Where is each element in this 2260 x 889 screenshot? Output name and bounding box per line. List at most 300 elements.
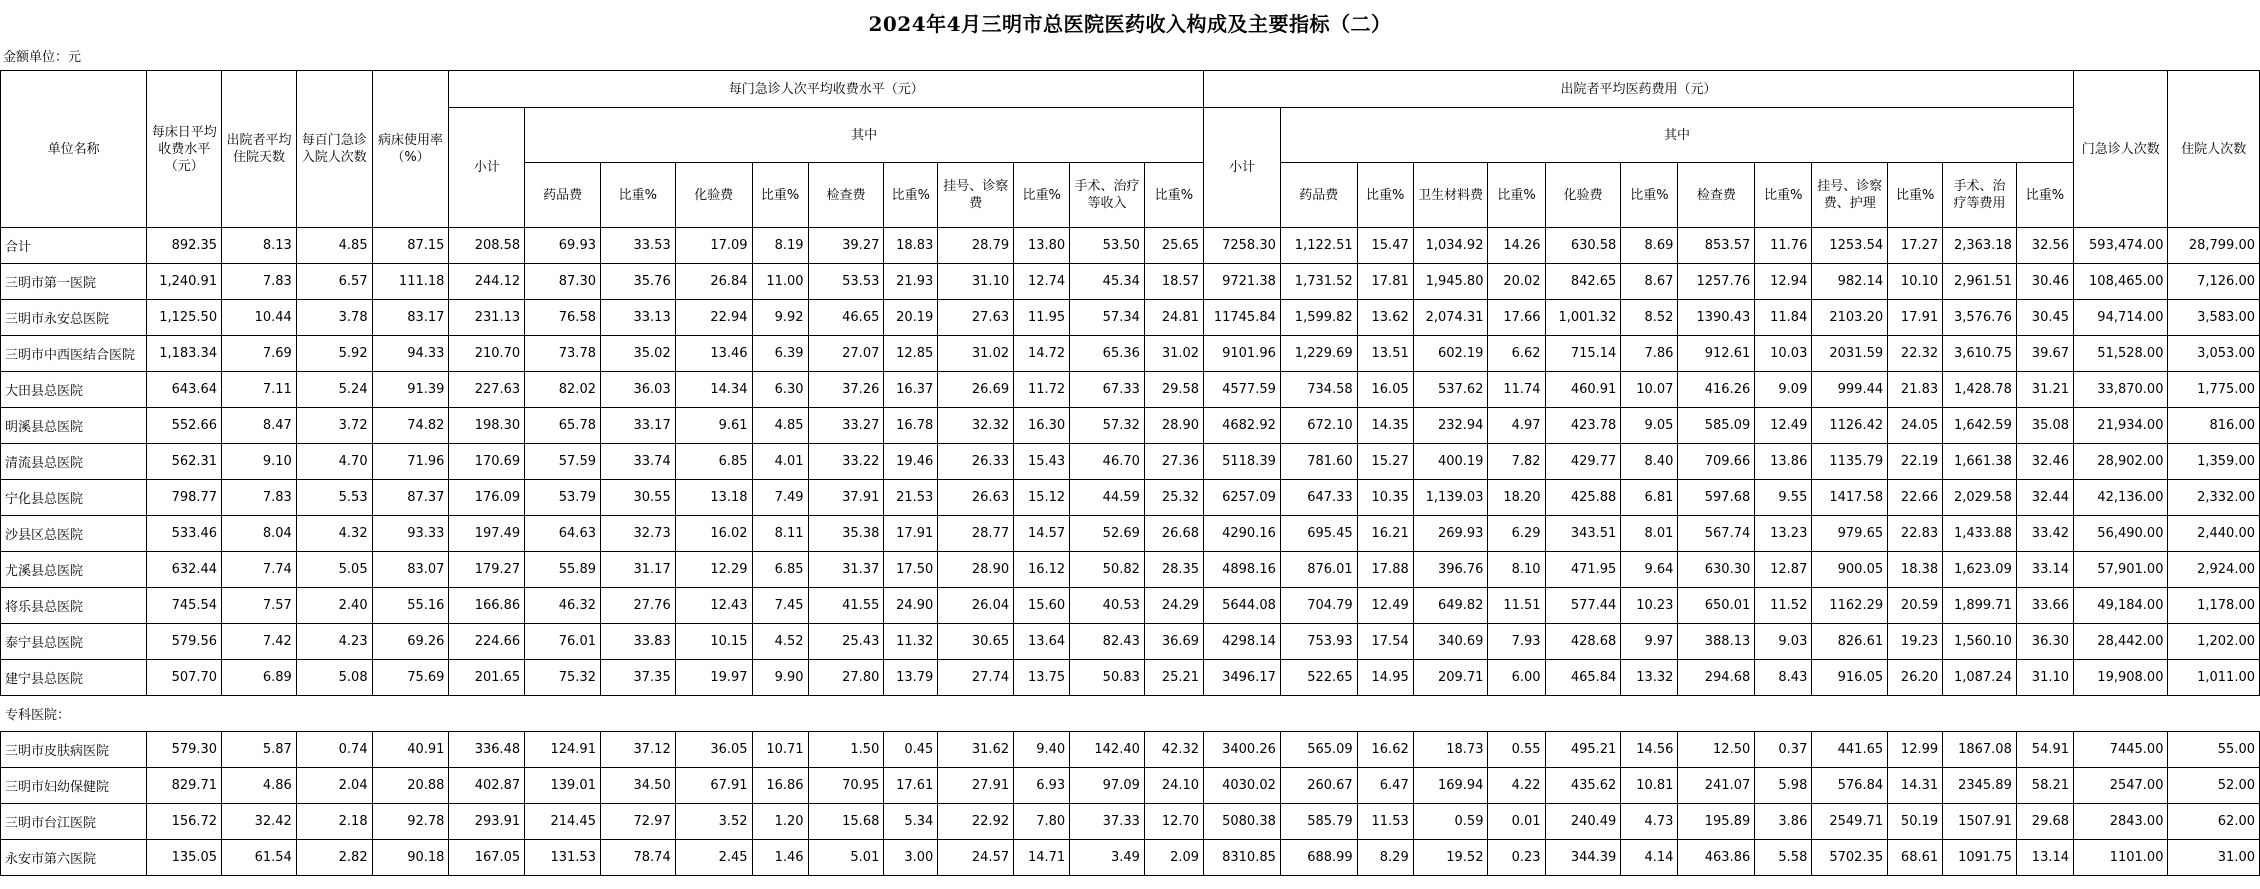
unit-name-cell: 三明市中西医结合医院 xyxy=(1,336,147,372)
value-cell: 388.13 xyxy=(1678,624,1755,660)
table-row xyxy=(1,804,2260,840)
value-cell: 50.19 xyxy=(1888,804,1943,840)
value-cell: 842.65 xyxy=(1545,264,1621,300)
op-drug-header: 药品费 xyxy=(525,163,601,228)
value-cell: 15.47 xyxy=(1357,228,1413,264)
table-row xyxy=(1,768,2260,804)
value-cell: 156.72 xyxy=(147,804,222,840)
value-cell: 57.34 xyxy=(1070,300,1145,336)
value-cell: 42,136.00 xyxy=(2074,480,2168,516)
value-cell: 17.91 xyxy=(884,516,938,552)
table-row xyxy=(1,588,2260,624)
value-cell: 650.01 xyxy=(1678,588,1755,624)
value-cell: 734.58 xyxy=(1280,372,1357,408)
value-cell: 12.49 xyxy=(1755,408,1812,444)
value-cell: 53.50 xyxy=(1070,228,1145,264)
value-cell: 8.11 xyxy=(752,516,808,552)
value-cell: 33.27 xyxy=(808,408,884,444)
value-cell: 8.01 xyxy=(1621,516,1678,552)
value-cell: 7.86 xyxy=(1621,336,1678,372)
value-cell: 17.27 xyxy=(1888,228,1943,264)
value-cell: 36.69 xyxy=(1144,624,1203,660)
value-cell: 76.01 xyxy=(525,624,601,660)
value-cell: 44.59 xyxy=(1070,480,1145,516)
value-cell: 16.62 xyxy=(1357,732,1413,768)
value-cell: 16.30 xyxy=(1014,408,1070,444)
value-cell: 4.52 xyxy=(752,624,808,660)
value-cell: 1257.76 xyxy=(1678,264,1755,300)
ip-surgery-header: 手术、治疗等费用 xyxy=(1943,163,2017,228)
value-cell: 7.83 xyxy=(222,480,297,516)
value-cell: 75.32 xyxy=(525,660,601,696)
ip-lab-ratio-header: 比重% xyxy=(1621,163,1678,228)
value-cell: 33.74 xyxy=(600,444,675,480)
value-cell: 31.10 xyxy=(938,264,1014,300)
value-cell: 9.97 xyxy=(1621,624,1678,660)
value-cell: 12.49 xyxy=(1357,588,1413,624)
value-cell: 5.58 xyxy=(1755,840,1812,876)
value-cell: 50.83 xyxy=(1070,660,1145,696)
value-cell: 19.52 xyxy=(1413,840,1488,876)
ip-surgery-ratio-header: 比重% xyxy=(2016,163,2073,228)
value-cell: 69.26 xyxy=(372,624,449,660)
value-cell: 21.93 xyxy=(884,264,938,300)
value-cell: 27.36 xyxy=(1144,444,1203,480)
value-cell: 78.74 xyxy=(600,840,675,876)
value-cell: 1,731.52 xyxy=(1280,264,1357,300)
value-cell: 10.10 xyxy=(1888,264,1943,300)
value-cell: 1,001.32 xyxy=(1545,300,1621,336)
value-cell: 4.85 xyxy=(296,228,372,264)
value-cell: 76.58 xyxy=(525,300,601,336)
value-cell: 28,799.00 xyxy=(2168,228,2260,264)
ip-reg-care-ratio-header: 比重% xyxy=(1888,163,1943,228)
value-cell: 26.68 xyxy=(1144,516,1203,552)
value-cell: 55.00 xyxy=(2168,732,2260,768)
value-cell: 567.74 xyxy=(1678,516,1755,552)
value-cell: 32.56 xyxy=(2016,228,2073,264)
value-cell: 17.50 xyxy=(884,552,938,588)
value-cell: 5.53 xyxy=(296,480,372,516)
table-row xyxy=(1,624,2260,660)
value-cell: 7445.00 xyxy=(2074,732,2168,768)
value-cell: 1,642.59 xyxy=(1943,408,2017,444)
value-cell: 28.90 xyxy=(1144,408,1203,444)
value-cell: 32.44 xyxy=(2016,480,2073,516)
value-cell: 57.59 xyxy=(525,444,601,480)
value-cell: 3.00 xyxy=(884,840,938,876)
value-cell: 10.44 xyxy=(222,300,297,336)
value-cell: 1101.00 xyxy=(2074,840,2168,876)
value-cell: 5702.35 xyxy=(1812,840,1888,876)
value-cell: 50.82 xyxy=(1070,552,1145,588)
value-cell: 75.69 xyxy=(372,660,449,696)
value-cell: 6257.09 xyxy=(1204,480,1281,516)
value-cell: 22.32 xyxy=(1888,336,1943,372)
value-cell: 6.39 xyxy=(752,336,808,372)
value-cell: 24.57 xyxy=(938,840,1014,876)
value-cell: 15.43 xyxy=(1014,444,1070,480)
op-exam-ratio-header: 比重% xyxy=(884,163,938,228)
col-ip-count: 住院人次数 xyxy=(2168,71,2260,228)
value-cell: 5.08 xyxy=(296,660,372,696)
value-cell: 11.32 xyxy=(884,624,938,660)
value-cell: 21,934.00 xyxy=(2074,408,2168,444)
value-cell: 9721.38 xyxy=(1204,264,1281,300)
value-cell: 585.79 xyxy=(1280,804,1357,840)
value-cell: 139.01 xyxy=(525,768,601,804)
value-cell: 26.20 xyxy=(1888,660,1943,696)
value-cell: 1,599.82 xyxy=(1280,300,1357,336)
op-exam-header: 检查费 xyxy=(808,163,884,228)
value-cell: 2843.00 xyxy=(2074,804,2168,840)
ip-exam-header: 检查费 xyxy=(1678,163,1755,228)
value-cell: 672.10 xyxy=(1280,408,1357,444)
value-cell: 4.32 xyxy=(296,516,372,552)
value-cell: 5.98 xyxy=(1755,768,1812,804)
value-cell: 2103.20 xyxy=(1812,300,1888,336)
value-cell: 11.74 xyxy=(1488,372,1545,408)
value-cell: 13.14 xyxy=(2016,840,2073,876)
value-cell: 7.42 xyxy=(222,624,297,660)
value-cell: 33.66 xyxy=(2016,588,2073,624)
value-cell: 18.20 xyxy=(1488,480,1545,516)
value-cell: 396.76 xyxy=(1413,552,1488,588)
col-unit-name: 单位名称 xyxy=(1,71,147,228)
value-cell: 16.78 xyxy=(884,408,938,444)
value-cell: 8.40 xyxy=(1621,444,1678,480)
value-cell: 15.68 xyxy=(808,804,884,840)
value-cell: 11.84 xyxy=(1755,300,1812,336)
value-cell: 900.05 xyxy=(1812,552,1888,588)
value-cell: 9.10 xyxy=(222,444,297,480)
value-cell: 6.85 xyxy=(752,552,808,588)
value-cell: 46.32 xyxy=(525,588,601,624)
value-cell: 17.66 xyxy=(1488,300,1545,336)
value-cell: 7.11 xyxy=(222,372,297,408)
value-cell: 441.65 xyxy=(1812,732,1888,768)
value-cell: 14.26 xyxy=(1488,228,1545,264)
value-cell: 198.30 xyxy=(449,408,525,444)
value-cell: 0.23 xyxy=(1488,840,1545,876)
unit-name-cell: 将乐县总医院 xyxy=(1,588,147,624)
value-cell: 41.55 xyxy=(808,588,884,624)
value-cell: 26.04 xyxy=(938,588,1014,624)
value-cell: 16.02 xyxy=(675,516,752,552)
value-cell: 781.60 xyxy=(1280,444,1357,480)
value-cell: 7.93 xyxy=(1488,624,1545,660)
value-cell: 56,490.00 xyxy=(2074,516,2168,552)
value-cell: 4.73 xyxy=(1621,804,1678,840)
value-cell: 425.88 xyxy=(1545,480,1621,516)
value-cell: 70.95 xyxy=(808,768,884,804)
value-cell: 829.71 xyxy=(147,768,222,804)
value-cell: 3,610.75 xyxy=(1943,336,2017,372)
value-cell: 3,583.00 xyxy=(2168,300,2260,336)
value-cell: 8.19 xyxy=(752,228,808,264)
value-cell: 2,961.51 xyxy=(1943,264,2017,300)
value-cell: 97.09 xyxy=(1070,768,1145,804)
value-cell: 35.08 xyxy=(2016,408,2073,444)
value-cell: 24.90 xyxy=(884,588,938,624)
value-cell: 31.37 xyxy=(808,552,884,588)
unit-name-cell: 沙县区总医院 xyxy=(1,516,147,552)
value-cell: 5.05 xyxy=(296,552,372,588)
value-cell: 343.51 xyxy=(1545,516,1621,552)
value-cell: 3.86 xyxy=(1755,804,1812,840)
value-cell: 4298.14 xyxy=(1204,624,1281,660)
unit-name-cell: 尤溪县总医院 xyxy=(1,552,147,588)
value-cell: 9101.96 xyxy=(1204,336,1281,372)
value-cell: 13.51 xyxy=(1357,336,1413,372)
value-cell: 17.09 xyxy=(675,228,752,264)
outpatient-group-header: 每门急诊人次平均收费水平（元） xyxy=(449,71,1204,108)
value-cell: 1253.54 xyxy=(1812,228,1888,264)
value-cell: 25.43 xyxy=(808,624,884,660)
value-cell: 1,240.91 xyxy=(147,264,222,300)
value-cell: 5118.39 xyxy=(1204,444,1281,480)
value-cell: 562.31 xyxy=(147,444,222,480)
value-cell: 13.80 xyxy=(1014,228,1070,264)
value-cell: 4577.59 xyxy=(1204,372,1281,408)
value-cell: 8310.85 xyxy=(1204,840,1281,876)
value-cell: 36.03 xyxy=(600,372,675,408)
value-cell: 6.62 xyxy=(1488,336,1545,372)
value-cell: 24.29 xyxy=(1144,588,1203,624)
col-bed-day-fee: 每床日平均收费水平（元） xyxy=(147,71,222,228)
value-cell: 1,087.24 xyxy=(1943,660,2017,696)
value-cell: 715.14 xyxy=(1545,336,1621,372)
value-cell: 5.92 xyxy=(296,336,372,372)
value-cell: 12.43 xyxy=(675,588,752,624)
value-cell: 7.80 xyxy=(1014,804,1070,840)
value-cell: 36.05 xyxy=(675,732,752,768)
value-cell: 1.20 xyxy=(752,804,808,840)
value-cell: 67.91 xyxy=(675,768,752,804)
value-cell: 1.46 xyxy=(752,840,808,876)
op-surgery-ratio-header: 比重% xyxy=(1144,163,1203,228)
value-cell: 1417.58 xyxy=(1812,480,1888,516)
value-cell: 13.23 xyxy=(1755,516,1812,552)
value-cell: 32.46 xyxy=(2016,444,2073,480)
value-cell: 2,924.00 xyxy=(2168,552,2260,588)
value-cell: 1,899.71 xyxy=(1943,588,2017,624)
value-cell: 11.51 xyxy=(1488,588,1545,624)
value-cell: 643.64 xyxy=(147,372,222,408)
value-cell: 9.64 xyxy=(1621,552,1678,588)
value-cell: 463.86 xyxy=(1678,840,1755,876)
value-cell: 632.44 xyxy=(147,552,222,588)
value-cell: 31.02 xyxy=(1144,336,1203,372)
op-subtotal-header: 小计 xyxy=(449,108,525,228)
value-cell: 49,184.00 xyxy=(2074,588,2168,624)
value-cell: 6.85 xyxy=(675,444,752,480)
value-cell: 1,229.69 xyxy=(1280,336,1357,372)
value-cell: 42.32 xyxy=(1144,732,1203,768)
value-cell: 20.02 xyxy=(1488,264,1545,300)
unit-name-cell: 三明市台江医院 xyxy=(1,804,147,840)
ip-material-header: 卫生材料费 xyxy=(1413,163,1488,228)
value-cell: 7.83 xyxy=(222,264,297,300)
value-cell: 14.34 xyxy=(675,372,752,408)
value-cell: 10.71 xyxy=(752,732,808,768)
value-cell: 8.10 xyxy=(1488,552,1545,588)
value-cell: 24.05 xyxy=(1888,408,1943,444)
value-cell: 7258.30 xyxy=(1204,228,1281,264)
value-cell: 9.05 xyxy=(1621,408,1678,444)
value-cell: 4.97 xyxy=(1488,408,1545,444)
value-cell: 912.61 xyxy=(1678,336,1755,372)
col-avg-stay: 出院者平均住院天数 xyxy=(222,71,297,228)
value-cell: 4290.16 xyxy=(1204,516,1281,552)
value-cell: 51,528.00 xyxy=(2074,336,2168,372)
value-cell: 92.78 xyxy=(372,804,449,840)
value-cell: 35.76 xyxy=(600,264,675,300)
value-cell: 2.45 xyxy=(675,840,752,876)
section-row xyxy=(1,696,2260,732)
value-cell: 12.99 xyxy=(1888,732,1943,768)
value-cell: 20.88 xyxy=(372,768,449,804)
value-cell: 579.30 xyxy=(147,732,222,768)
table-row xyxy=(1,408,2260,444)
value-cell: 630.30 xyxy=(1678,552,1755,588)
value-cell: 73.78 xyxy=(525,336,601,372)
value-cell: 522.65 xyxy=(1280,660,1357,696)
value-cell: 593,474.00 xyxy=(2074,228,2168,264)
value-cell: 428.68 xyxy=(1545,624,1621,660)
value-cell: 14.56 xyxy=(1621,732,1678,768)
value-cell: 2345.89 xyxy=(1943,768,2017,804)
value-cell: 25.21 xyxy=(1144,660,1203,696)
value-cell: 5080.38 xyxy=(1204,804,1281,840)
value-cell: 94,714.00 xyxy=(2074,300,2168,336)
value-cell: 69.93 xyxy=(525,228,601,264)
value-cell: 8.47 xyxy=(222,408,297,444)
value-cell: 11745.84 xyxy=(1204,300,1281,336)
value-cell: 6.29 xyxy=(1488,516,1545,552)
value-cell: 32.42 xyxy=(222,804,297,840)
value-cell: 27.80 xyxy=(808,660,884,696)
unit-name-cell: 明溪县总医院 xyxy=(1,408,147,444)
value-cell: 64.63 xyxy=(525,516,601,552)
unit-name-cell: 建宁县总医院 xyxy=(1,660,147,696)
value-cell: 2547.00 xyxy=(2074,768,2168,804)
value-cell: 15.60 xyxy=(1014,588,1070,624)
value-cell: 93.33 xyxy=(372,516,449,552)
value-cell: 18.73 xyxy=(1413,732,1488,768)
value-cell: 465.84 xyxy=(1545,660,1621,696)
value-cell: 25.32 xyxy=(1144,480,1203,516)
value-cell: 293.91 xyxy=(449,804,525,840)
value-cell: 416.26 xyxy=(1678,372,1755,408)
value-cell: 9.03 xyxy=(1755,624,1812,660)
value-cell: 28,442.00 xyxy=(2074,624,2168,660)
value-cell: 231.13 xyxy=(449,300,525,336)
value-cell: 17.61 xyxy=(884,768,938,804)
value-cell: 0.01 xyxy=(1488,804,1545,840)
value-cell: 1,661.38 xyxy=(1943,444,2017,480)
value-cell: 13.64 xyxy=(1014,624,1070,660)
ip-drug-ratio-header: 比重% xyxy=(1357,163,1413,228)
table-row xyxy=(1,336,2260,372)
value-cell: 13.62 xyxy=(1357,300,1413,336)
value-cell: 33.83 xyxy=(600,624,675,660)
value-cell: 18.38 xyxy=(1888,552,1943,588)
value-cell: 74.82 xyxy=(372,408,449,444)
value-cell: 30.55 xyxy=(600,480,675,516)
value-cell: 1,775.00 xyxy=(2168,372,2260,408)
value-cell: 745.54 xyxy=(147,588,222,624)
value-cell: 2.40 xyxy=(296,588,372,624)
value-cell: 1,183.34 xyxy=(147,336,222,372)
value-cell: 3.52 xyxy=(675,804,752,840)
value-cell: 17.81 xyxy=(1357,264,1413,300)
value-cell: 826.61 xyxy=(1812,624,1888,660)
value-cell: 2.82 xyxy=(296,840,372,876)
value-cell: 9.92 xyxy=(752,300,808,336)
value-cell: 8.04 xyxy=(222,516,297,552)
value-cell: 4030.02 xyxy=(1204,768,1281,804)
value-cell: 999.44 xyxy=(1812,372,1888,408)
value-cell: 108,465.00 xyxy=(2074,264,2168,300)
value-cell: 649.82 xyxy=(1413,588,1488,624)
value-cell: 4682.92 xyxy=(1204,408,1281,444)
unit-name-cell: 泰宁县总医院 xyxy=(1,624,147,660)
value-cell: 22.83 xyxy=(1888,516,1943,552)
op-reg-ratio-header: 比重% xyxy=(1014,163,1070,228)
value-cell: 269.93 xyxy=(1413,516,1488,552)
value-cell: 68.61 xyxy=(1888,840,1943,876)
value-cell: 552.66 xyxy=(147,408,222,444)
value-cell: 37.35 xyxy=(600,660,675,696)
value-cell: 214.45 xyxy=(525,804,601,840)
value-cell: 32.32 xyxy=(938,408,1014,444)
value-cell: 30.46 xyxy=(2016,264,2073,300)
value-cell: 2.09 xyxy=(1144,840,1203,876)
value-cell: 33.13 xyxy=(600,300,675,336)
value-cell: 0.59 xyxy=(1413,804,1488,840)
value-cell: 3.78 xyxy=(296,300,372,336)
value-cell: 52.00 xyxy=(2168,768,2260,804)
value-cell: 979.65 xyxy=(1812,516,1888,552)
col-op-visits: 门急诊人次数 xyxy=(2074,71,2168,228)
value-cell: 5644.08 xyxy=(1204,588,1281,624)
value-cell: 916.05 xyxy=(1812,660,1888,696)
value-cell: 9.09 xyxy=(1755,372,1812,408)
value-cell: 6.00 xyxy=(1488,660,1545,696)
value-cell: 13.32 xyxy=(1621,660,1678,696)
value-cell: 28.90 xyxy=(938,552,1014,588)
value-cell: 3.49 xyxy=(1070,840,1145,876)
value-cell: 460.91 xyxy=(1545,372,1621,408)
value-cell: 753.93 xyxy=(1280,624,1357,660)
op-drug-ratio-header: 比重% xyxy=(600,163,675,228)
value-cell: 12.94 xyxy=(1755,264,1812,300)
value-cell: 982.14 xyxy=(1812,264,1888,300)
value-cell: 630.58 xyxy=(1545,228,1621,264)
report-title: 2024年4月三明市总医院医药收入构成及主要指标（二） xyxy=(868,11,1392,36)
value-cell: 65.36 xyxy=(1070,336,1145,372)
unit-name-cell: 三明市皮肤病医院 xyxy=(1,732,147,768)
value-cell: 40.53 xyxy=(1070,588,1145,624)
value-cell: 4.86 xyxy=(222,768,297,804)
value-cell: 21.53 xyxy=(884,480,938,516)
value-cell: 31.17 xyxy=(600,552,675,588)
value-cell: 423.78 xyxy=(1545,408,1621,444)
value-cell: 10.81 xyxy=(1621,768,1678,804)
value-cell: 37.26 xyxy=(808,372,884,408)
value-cell: 5.24 xyxy=(296,372,372,408)
